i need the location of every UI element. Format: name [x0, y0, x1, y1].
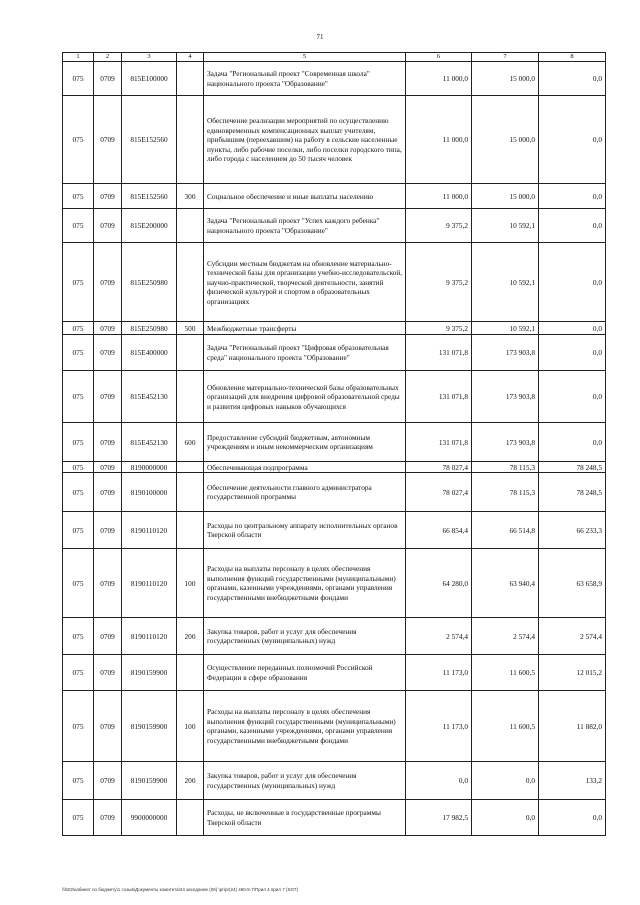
cell-description: Обновление материально-технической базы образовательных организаций для внедрения цифровой образовательной среды и развития цифровых навыков обучающихся	[204, 371, 406, 423]
cell-amount-3: 2 574,4	[539, 618, 606, 655]
file-path-footer: \\fs02\кабинет по бюджету\1 созыв\Документы комитета\24 заседание (06) \pr\pr(24) 460-5-7\Прил 4 прил 7 (SO7)	[62, 887, 298, 892]
cell-amount-3: 0,0	[539, 335, 606, 371]
cell-section: 0709	[94, 209, 122, 243]
cell-amount-2: 0,0	[472, 762, 539, 800]
cell-amount-3: 0,0	[539, 243, 606, 322]
table-row	[63, 473, 606, 512]
cell-description: Закупка товаров, работ и услуг для обеспечения государственных (муниципальных) нужд	[204, 618, 406, 655]
table-row	[63, 322, 606, 335]
column-number: 8	[539, 53, 606, 62]
cell-description: Осуществление переданных полномочий Российской Федерации в сфере образования	[204, 655, 406, 691]
cell-amount-1: 66 854,4	[406, 512, 472, 549]
cell-ministry: 075	[63, 655, 94, 691]
cell-section: 0709	[94, 473, 122, 512]
cell-section: 0709	[94, 62, 122, 96]
cell-ministry: 075	[63, 322, 94, 335]
cell-ministry: 075	[63, 618, 94, 655]
cell-description: Межбюджетные трансферты	[204, 322, 406, 335]
cell-amount-1: 0,0	[406, 762, 472, 800]
cell-description: Обеспечение реализации мероприятий по осуществлению единовременных компенсационных выплат учителям, прибывшим (переехавшим) на работу в сельские населенные пункты, либо рабочие поселки, либо поселки городского типа, либо города с населением до 50 тысяч человек	[204, 96, 406, 184]
column-number: 4	[177, 53, 204, 62]
cell-description: Обеспечение деятельности главного администратора государственной программы	[204, 473, 406, 512]
cell-expense-type: 200	[177, 618, 204, 655]
cell-amount-1: 64 280,0	[406, 549, 472, 618]
table-row	[63, 512, 606, 549]
cell-amount-1: 131 071,8	[406, 371, 472, 423]
cell-description: Расходы на выплаты персоналу в целях обеспечения выполнения функций государственными (муниципальными) органами, казенными учреждениями, органами управления государственными внебюджетными фондами	[204, 691, 406, 762]
cell-amount-1: 9 375,2	[406, 243, 472, 322]
cell-target-article: 8190110120	[122, 512, 177, 549]
cell-amount-3: 0,0	[539, 322, 606, 335]
cell-amount-2: 10 592,1	[472, 243, 539, 322]
table-row	[63, 371, 606, 423]
table-row	[63, 762, 606, 800]
cell-ministry: 075	[63, 423, 94, 462]
cell-amount-1: 11 173,0	[406, 655, 472, 691]
cell-amount-2: 15 000,0	[472, 184, 539, 209]
cell-target-article: 815E250980	[122, 322, 177, 335]
cell-expense-type: 300	[177, 184, 204, 209]
cell-amount-2: 15 000,0	[472, 96, 539, 184]
table-row	[63, 462, 606, 473]
column-number: 1	[63, 53, 94, 62]
cell-target-article: 815E452130	[122, 371, 177, 423]
cell-expense-type	[177, 96, 204, 184]
cell-expense-type	[177, 335, 204, 371]
cell-ministry: 075	[63, 462, 94, 473]
cell-amount-1: 131 071,8	[406, 335, 472, 371]
cell-amount-2: 78 115,3	[472, 473, 539, 512]
cell-target-article: 815E200000	[122, 209, 177, 243]
cell-target-article: 8190159900	[122, 691, 177, 762]
page-number: 71	[316, 33, 324, 41]
cell-amount-3: 0,0	[539, 209, 606, 243]
cell-expense-type	[177, 462, 204, 473]
cell-amount-1: 78 027,4	[406, 462, 472, 473]
cell-amount-3: 63 658,9	[539, 549, 606, 618]
cell-target-article: 8190159900	[122, 655, 177, 691]
cell-description: Закупка товаров, работ и услуг для обеспечения государственных (муниципальных) нужд	[204, 762, 406, 800]
column-number-row	[63, 53, 606, 62]
table-row	[63, 335, 606, 371]
cell-section: 0709	[94, 322, 122, 335]
cell-section: 0709	[94, 512, 122, 549]
cell-amount-1: 9 375,2	[406, 209, 472, 243]
cell-section: 0709	[94, 549, 122, 618]
cell-ministry: 075	[63, 184, 94, 209]
cell-ministry: 075	[63, 762, 94, 800]
cell-amount-1: 78 027,4	[406, 473, 472, 512]
cell-ministry: 075	[63, 62, 94, 96]
cell-amount-3: 133,2	[539, 762, 606, 800]
cell-expense-type	[177, 371, 204, 423]
cell-amount-2: 11 600,5	[472, 655, 539, 691]
cell-expense-type	[177, 800, 204, 836]
cell-section: 0709	[94, 184, 122, 209]
cell-amount-1: 9 375,2	[406, 322, 472, 335]
cell-amount-2: 63 940,4	[472, 549, 539, 618]
cell-description: Социальное обеспечение и иные выплаты населению	[204, 184, 406, 209]
column-number: 3	[122, 53, 177, 62]
cell-description: Расходы по центральному аппарату исполнительных органов Тверской области	[204, 512, 406, 549]
cell-amount-3: 0,0	[539, 423, 606, 462]
cell-amount-1: 131 071,8	[406, 423, 472, 462]
table-row	[63, 243, 606, 322]
table-row	[63, 184, 606, 209]
table-row	[63, 423, 606, 462]
cell-amount-1: 11 000,0	[406, 96, 472, 184]
cell-amount-3: 12 015,2	[539, 655, 606, 691]
cell-description: Предоставление субсидий бюджетным, автономным учреждениям и иным некоммерческим организациям	[204, 423, 406, 462]
cell-section: 0709	[94, 655, 122, 691]
cell-expense-type: 100	[177, 691, 204, 762]
cell-amount-1: 11 000,0	[406, 184, 472, 209]
table-row	[63, 549, 606, 618]
budget-table	[62, 52, 606, 836]
cell-ministry: 075	[63, 473, 94, 512]
cell-amount-2: 2 574,4	[472, 618, 539, 655]
cell-ministry: 075	[63, 96, 94, 184]
cell-amount-2: 173 903,8	[472, 335, 539, 371]
cell-expense-type	[177, 62, 204, 96]
table-row	[63, 62, 606, 96]
cell-ministry: 075	[63, 800, 94, 836]
cell-section: 0709	[94, 335, 122, 371]
cell-amount-2: 173 903,8	[472, 371, 539, 423]
table-row	[63, 209, 606, 243]
cell-target-article: 8190000000	[122, 462, 177, 473]
cell-amount-2: 173 903,8	[472, 423, 539, 462]
cell-section: 0709	[94, 371, 122, 423]
cell-section: 0709	[94, 96, 122, 184]
column-number: 2	[94, 53, 122, 62]
cell-expense-type	[177, 243, 204, 322]
cell-target-article: 815E152560	[122, 96, 177, 184]
cell-section: 0709	[94, 691, 122, 762]
cell-section: 0709	[94, 423, 122, 462]
cell-amount-2: 10 592,1	[472, 322, 539, 335]
cell-ministry: 075	[63, 209, 94, 243]
table-row	[63, 96, 606, 184]
cell-target-article: 815E250980	[122, 243, 177, 322]
cell-amount-3: 0,0	[539, 62, 606, 96]
cell-ministry: 075	[63, 243, 94, 322]
cell-amount-1: 17 982,5	[406, 800, 472, 836]
cell-description: Задача "Региональный проект "Успех каждого ребенка" национального проекта "Образование"	[204, 209, 406, 243]
cell-section: 0709	[94, 243, 122, 322]
cell-target-article: 8190100000	[122, 473, 177, 512]
cell-section: 0709	[94, 618, 122, 655]
cell-amount-3: 0,0	[539, 371, 606, 423]
cell-amount-2: 78 115,3	[472, 462, 539, 473]
cell-description: Задача "Региональный проект "Современная школа" национального проекта "Образование"	[204, 62, 406, 96]
cell-expense-type: 500	[177, 322, 204, 335]
cell-amount-3: 0,0	[539, 184, 606, 209]
cell-expense-type	[177, 655, 204, 691]
cell-expense-type	[177, 473, 204, 512]
column-number: 7	[472, 53, 539, 62]
cell-target-article: 815E452130	[122, 423, 177, 462]
cell-target-article: 815E100000	[122, 62, 177, 96]
cell-amount-2: 11 600,5	[472, 691, 539, 762]
column-number: 5	[204, 53, 406, 62]
cell-expense-type	[177, 209, 204, 243]
cell-amount-3: 0,0	[539, 96, 606, 184]
cell-target-article: 8190159900	[122, 762, 177, 800]
cell-ministry: 075	[63, 549, 94, 618]
cell-description: Задача "Региональный проект "Цифровая образовательная среда" национального проекта "Образование"	[204, 335, 406, 371]
cell-amount-3: 11 882,0	[539, 691, 606, 762]
cell-target-article: 9900000000	[122, 800, 177, 836]
cell-ministry: 075	[63, 371, 94, 423]
cell-expense-type	[177, 512, 204, 549]
table-row	[63, 691, 606, 762]
cell-amount-2: 10 592,1	[472, 209, 539, 243]
cell-target-article: 815E400000	[122, 335, 177, 371]
table-row	[63, 618, 606, 655]
cell-section: 0709	[94, 762, 122, 800]
cell-amount-3: 66 233,3	[539, 512, 606, 549]
cell-expense-type: 200	[177, 762, 204, 800]
cell-amount-2: 15 000,0	[472, 62, 539, 96]
cell-amount-3: 78 248,5	[539, 462, 606, 473]
table-row	[63, 800, 606, 836]
cell-target-article: 8190110120	[122, 549, 177, 618]
cell-description: Обеспечивающая подпрограмма	[204, 462, 406, 473]
cell-ministry: 075	[63, 691, 94, 762]
cell-amount-1: 11 000,0	[406, 62, 472, 96]
cell-description: Расходы, не включенные в государственные программы Тверской области	[204, 800, 406, 836]
cell-section: 0709	[94, 462, 122, 473]
cell-expense-type: 600	[177, 423, 204, 462]
column-number: 6	[406, 53, 472, 62]
cell-ministry: 075	[63, 335, 94, 371]
cell-target-article: 8190110120	[122, 618, 177, 655]
cell-amount-3: 0,0	[539, 800, 606, 836]
cell-ministry: 075	[63, 512, 94, 549]
cell-amount-2: 66 514,8	[472, 512, 539, 549]
table-row	[63, 655, 606, 691]
cell-amount-1: 2 574,4	[406, 618, 472, 655]
cell-description: Расходы на выплаты персоналу в целях обеспечения выполнения функций государственными (муниципальными) органами, казенными учреждениями, органами управления государственными внебюджетными фондами	[204, 549, 406, 618]
cell-amount-2: 0,0	[472, 800, 539, 836]
cell-description: Субсидии местным бюджетам на обновление материально-технической базы для организации учебно-исследовательской, научно-практической, творческой деятельности, занятий физической культурой и спортом в образовательных организациях	[204, 243, 406, 322]
cell-amount-3: 78 248,5	[539, 473, 606, 512]
cell-target-article: 815E152560	[122, 184, 177, 209]
cell-expense-type: 100	[177, 549, 204, 618]
cell-amount-1: 11 173,0	[406, 691, 472, 762]
cell-section: 0709	[94, 800, 122, 836]
